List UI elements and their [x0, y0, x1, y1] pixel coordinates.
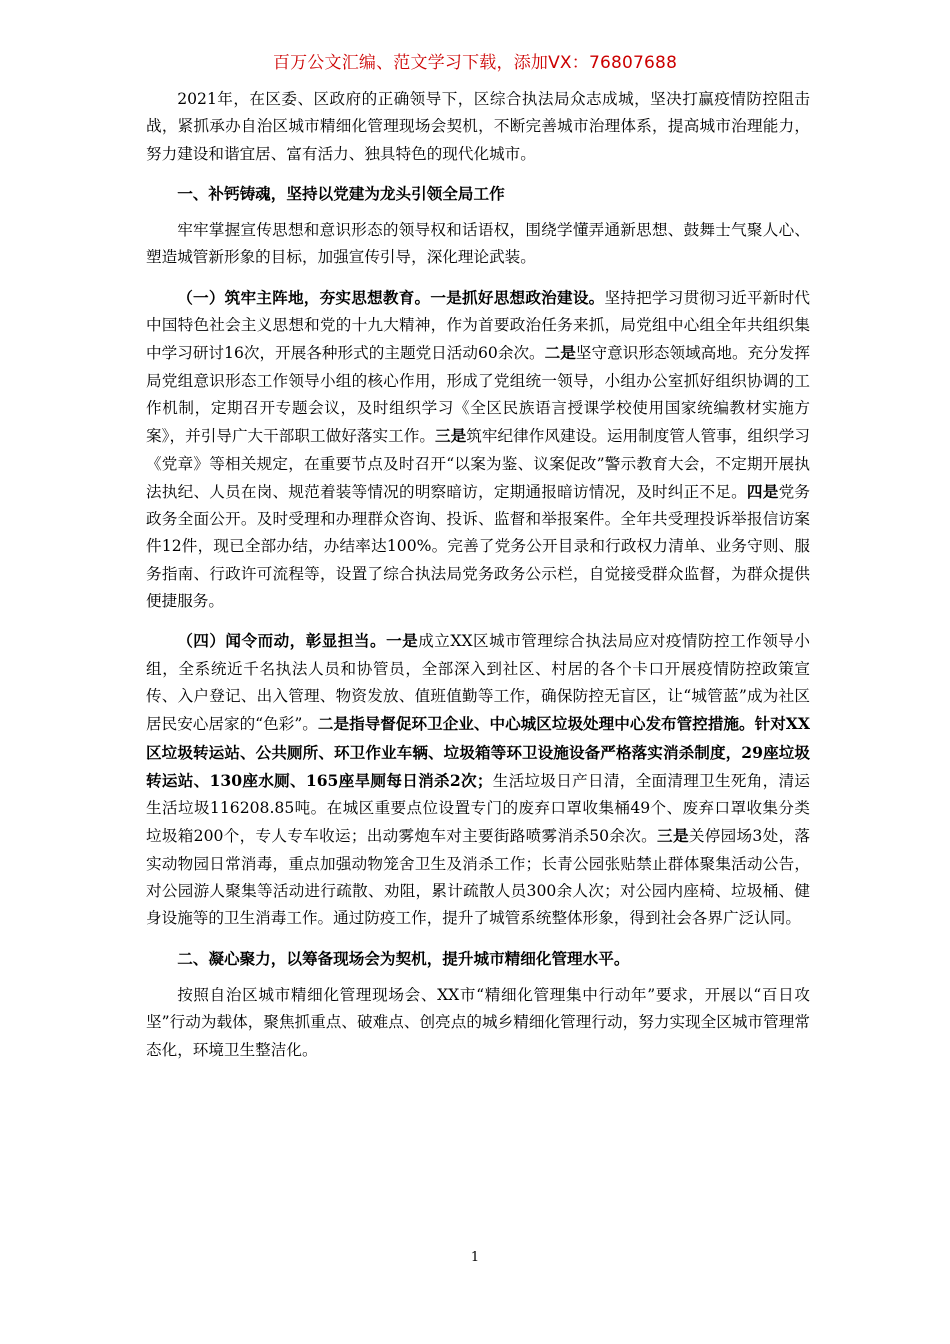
sub4-point1-text: 成立XX区城市管理综合执法局应对疫情防控工作领导小组，全系统近千名执法人员和协管员，全部深入到社区、村居的各个卡口开展疫情防控政策宣传、入户登记、出入管理、物资发放、值班值勤等工作，确保防控无盲区，让“城管蓝”成为社区居民安心居家的“色彩”。: [146, 632, 810, 734]
section2-intro-paragraph: 按照自治区城市精细化管理现场会、XX市“精细化管理集中行动年”要求，开展以“百日攻坚”行动为载体，聚焦抓重点、破难点、创亮点的城乡精细化管理行动，努力实现全区城市管理常态化，环境卫生整洁化。: [146, 985, 810, 1059]
document-body: [146, 86, 810, 1076]
subsection1-paragraph: [146, 284, 810, 616]
point2-text: 坚守意识形态领域高地。充分发挥局党组意识形态工作领导小组的核心作用，形成了党组统一领导，小组办公室抓好组织协调的工作机制，定期召开专题会议，及时组织学习《全区民族语言授课学校使用国家统编教材实施方案》，并引导广大干部职工做好落实工作。: [146, 344, 810, 446]
section1-heading: 一、补钙铸魂，坚持以党建为龙头引领全局工作: [177, 183, 505, 203]
sub4-point2-bold-text: 二是指导督促环卫企业、中心城区垃圾处理中心发布管控措施。针对XX区垃圾转运站、公共厕所、环卫作业车辆、垃圾箱等环卫设施设备严格落实消杀制度，29座垃圾转运站、130座水厕、165座旱厕每日消杀2次；: [146, 714, 810, 790]
point4-label: 四是: [746, 481, 779, 501]
sub4-point2-text: 生活垃圾日产日清，全面清理卫生死角，清运生活垃圾116208.85吨。在城区重要点位设置专门的废弃口罩收集桶49个、废弃口罩收集分类垃圾箱200个，专人专车收运；出动雾炮车对主要街路喷雾消杀50余次。: [146, 771, 810, 846]
intro-paragraph: 2021年，在区委、区政府的正确领导下，区综合执法局众志成城，坚决打赢疫情防控阻击战，紧抓承办自治区城市精细化管理现场会契机，不断完善城市治理体系，提高城市治理能力，努力建设和谐宜居、富有活力、独具特色的现代化城市。: [146, 90, 810, 163]
point4-text: 党务政务全面公开。及时受理和办理群众咨询、投诉、监督和举报案件。全年共受理投诉举报信访案件12件，现已全部办结，办结率达100%。完善了党务公开目录和行政权力清单、业务守则、服务指南、行政许可流程等，设置了综合执法局党务政务公示栏，自觉接受群众监督，为群众提供便捷服务。: [146, 482, 810, 611]
point1-title: 抓好思想政治建设。: [462, 287, 605, 307]
page-number: 1: [470, 1250, 480, 1265]
subsection4-title: （四）闻令而动，彰显担当。: [177, 631, 387, 651]
section2-heading: 二、凝心聚力，以筹备现场会为契机，提升城市精细化管理水平。: [177, 948, 630, 968]
point1-text: 坚持把学习贯彻习近平新时代中国特色社会主义思想和党的十九大精神，作为首要政治任务来抓，局党组中心组全年共组织集中学习研讨16次，开展各种形式的主题党日活动60余次。: [146, 288, 810, 363]
subsection1-title: （一）筑牢主阵地，夯实思想教育。: [177, 287, 431, 307]
point1-label: 一是: [430, 287, 463, 307]
sub4-point3-label: 三是: [657, 826, 689, 846]
point3-text: 筑牢纪律作风建设。运用制度管人管事，组织学习《党章》等相关规定，在重要节点及时召开“以案为鉴、议案促改”警示教育大会，不定期开展执法执纪、人员在岗、规范着装等情况的明察暗访，定期通报暗访情况，及时纠正不足。: [146, 427, 810, 501]
point2-label: 二是: [544, 343, 576, 363]
section1-intro-paragraph: 牢牢掌握宣传思想和意识形态的领导权和话语权，围绕学懂弄通新思想、鼓舞士气聚人心、塑造城管新形象的目标，加强宣传引导，深化理论武装。: [146, 221, 810, 267]
sub4-point3-text: 关停园场3处，落实动物园日常消毒，重点加强动物笼舍卫生及消杀工作；长青公园张贴禁止群体聚集活动公告，对公园游人聚集等活动进行疏散、劝阻，累计疏散人员300余人次；对公园内座椅、垃圾桶、健身设施等的卫生消毒工作。通过防疫工作，提升了城管系统整体形象，得到社会各界广泛认同。: [146, 827, 811, 928]
sub4-point1-label: 一是: [386, 631, 419, 651]
watermark-header: 百万公文汇编、范文学习下载，添加VX：76807688: [272, 53, 678, 73]
point3-label: 三是: [435, 426, 467, 446]
subsection4-paragraph: [146, 627, 810, 932]
